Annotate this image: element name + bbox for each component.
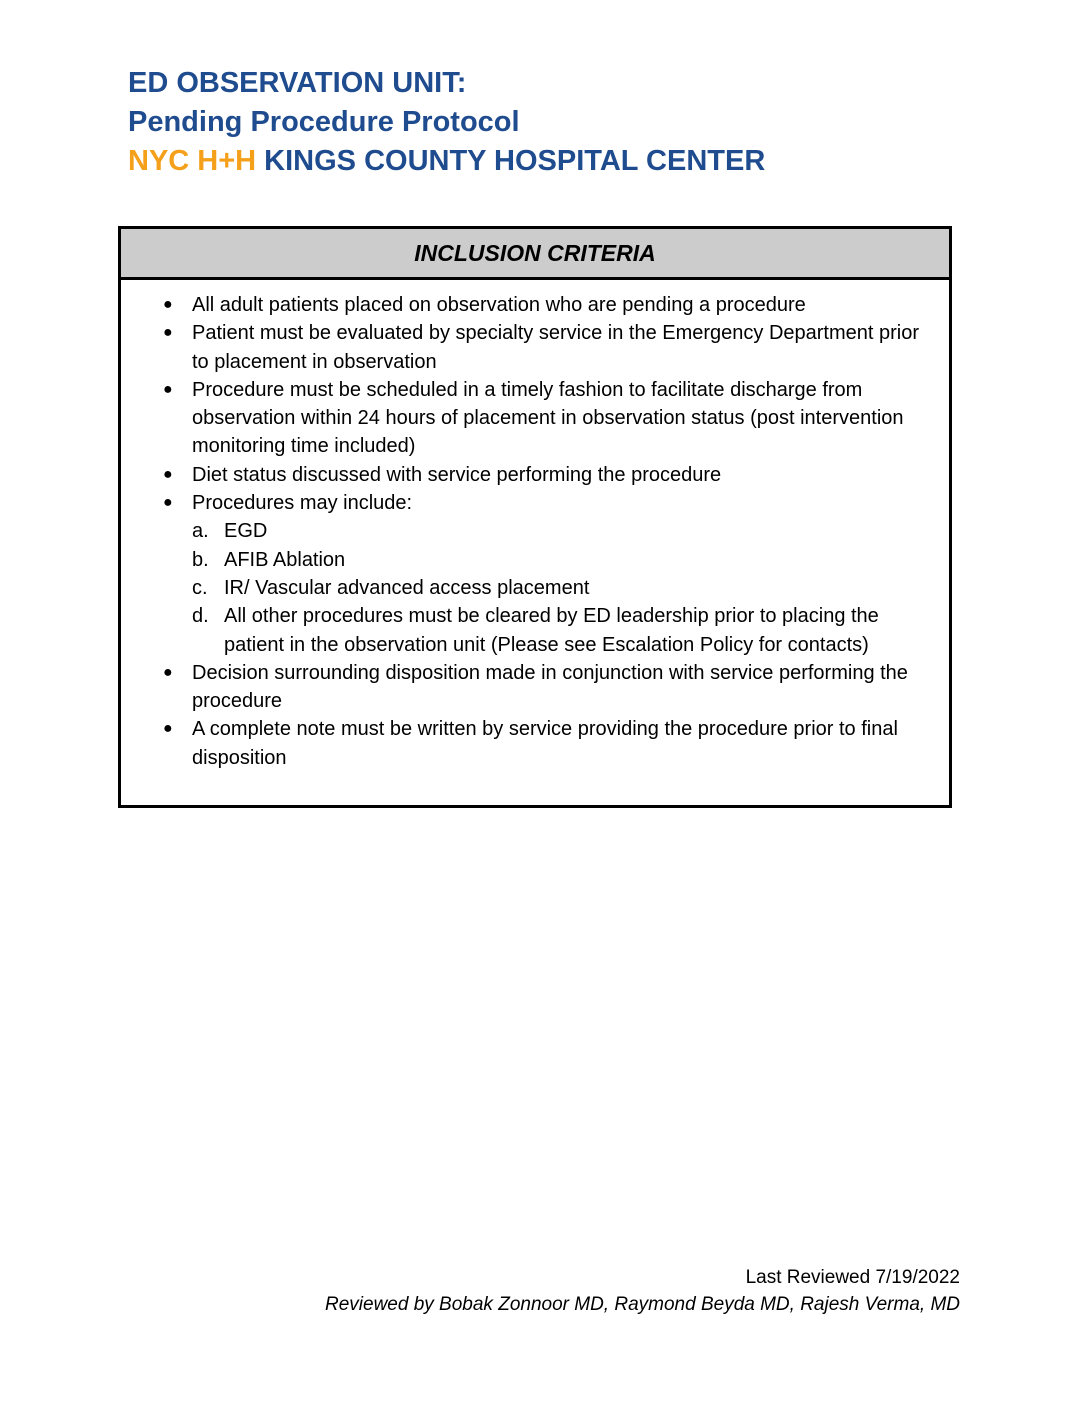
sub-list-letter: b. xyxy=(192,548,209,571)
sub-list-letter: d. xyxy=(192,605,209,628)
bullet-icon: ● xyxy=(163,380,173,398)
sub-list-text: All other procedures must be cleared by ED leadership prior to placing the patient in the observation unit (Please see Escalation Policy for contacts) xyxy=(224,605,879,656)
header-hospital-name: KINGS COUNTY HOSPITAL CENTER xyxy=(256,145,766,177)
list-item-text: All adult patients placed on observation who are pending a procedure xyxy=(192,294,806,316)
list-item xyxy=(121,376,949,461)
list-item-text: Diet status discussed with service performing the procedure xyxy=(192,463,722,486)
bullet-icon: ● xyxy=(163,296,173,313)
list-item-text: Procedure must be scheduled in a timely fashion to facilitate discharge from observation within 24 hours of placement in observation status (post intervention monitoring time included) xyxy=(192,378,904,458)
inclusion-criteria-title: INCLUSION CRITERIA xyxy=(121,229,949,280)
review-footer xyxy=(325,1264,960,1318)
bullet-icon: ● xyxy=(163,324,173,342)
inclusion-criteria-box xyxy=(118,226,952,808)
reviewers-list: Reviewed by Bobak Zonnoor MD, Raymond Beyda MD, Rajesh Verma, MD xyxy=(325,1294,960,1315)
list-item-text: A complete note must be written by service providing the procedure prior to final disposition xyxy=(192,718,898,769)
sub-list-item xyxy=(192,602,925,659)
sub-list-text: IR/ Vascular advanced access placement xyxy=(224,576,590,599)
bullet-icon: ● xyxy=(163,465,173,483)
bullet-icon: ● xyxy=(163,494,173,512)
list-item xyxy=(121,291,949,319)
header-title: ED OBSERVATION UNIT: xyxy=(128,67,467,99)
list-item xyxy=(121,489,949,659)
list-item xyxy=(121,659,949,716)
list-item xyxy=(121,715,949,772)
bullet-icon: ● xyxy=(163,720,173,738)
sub-list-letter: c. xyxy=(192,576,208,599)
document-header xyxy=(128,64,765,181)
sub-list-item xyxy=(192,574,925,602)
inclusion-criteria-body xyxy=(121,280,949,772)
header-hospital xyxy=(128,142,765,181)
sub-list-text: EGD xyxy=(224,520,268,543)
sub-list-item xyxy=(192,517,925,545)
list-item-text: Decision surrounding disposition made in conjunction with service performing the procedure xyxy=(192,661,908,713)
list-item xyxy=(121,319,949,376)
sub-list-letter: a. xyxy=(192,520,209,543)
last-reviewed-date: Last Reviewed 7/19/2022 xyxy=(745,1267,960,1288)
bullet-icon: ● xyxy=(163,663,173,681)
list-item-text: Procedures may include: xyxy=(192,492,413,515)
list-item xyxy=(121,461,949,489)
header-brand: NYC H+H xyxy=(128,145,257,177)
sub-list-text: AFIB Ablation xyxy=(224,548,346,571)
list-item-text: Patient must be evaluated by specialty service in the Emergency Department prior to placement in observation xyxy=(192,322,920,373)
criteria-list xyxy=(121,291,949,772)
procedure-list xyxy=(192,517,925,658)
header-subtitle: Pending Procedure Protocol xyxy=(128,106,520,138)
sub-list-item xyxy=(192,546,925,574)
